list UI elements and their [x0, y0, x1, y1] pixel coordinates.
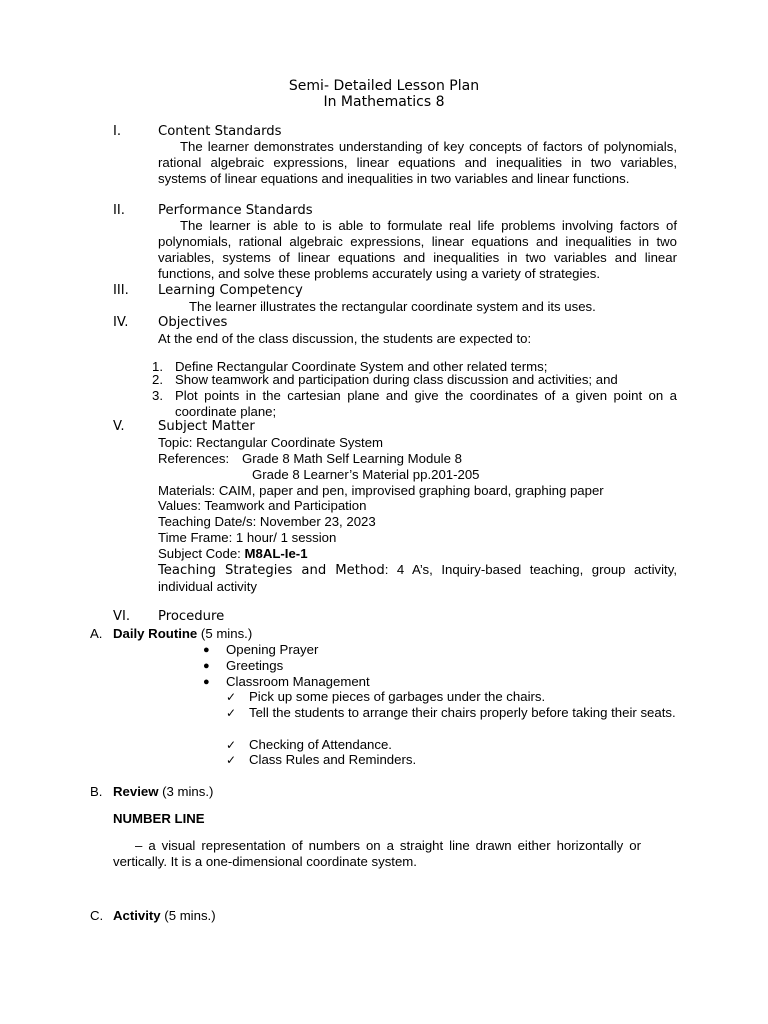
procedure-c-time: (5 mins.): [160, 908, 216, 923]
references-label: References:: [158, 451, 230, 466]
objective-number: 1.: [152, 359, 163, 374]
checkmark-icon: ✓: [226, 753, 237, 767]
routine-item: Opening Prayer: [226, 642, 319, 657]
reference-item: Grade 8 Math Self Learning Module 8: [242, 451, 462, 466]
section-2-numeral: II.: [113, 203, 125, 218]
checkmark-icon: ✓: [226, 706, 237, 720]
procedure-b-letter: B.: [90, 784, 103, 799]
document-subtitle: In Mathematics 8: [323, 94, 445, 110]
section-3-body: The learner illustrates the rectangular coordinate system and its uses.: [189, 299, 596, 314]
section-3-numeral: III.: [113, 283, 129, 298]
subject-code-label: Subject Code:: [158, 546, 245, 561]
document-title: Semi- Detailed Lesson Plan: [288, 78, 480, 94]
procedure-a-heading: [113, 626, 252, 642]
procedure-a-label: Daily Routine: [113, 626, 198, 641]
objective-item: Plot points in the cartesian plane and give the coordinates of a given point on a coordinate plane;: [175, 388, 677, 419]
checkmark-icon: ✓: [226, 690, 237, 704]
section-4-heading: Objectives: [158, 315, 228, 330]
procedure-a-letter: A.: [90, 626, 103, 641]
procedure-b-time: (3 mins.): [158, 784, 214, 799]
objectives-intro: At the end of the class discussion, the students are expected to:: [158, 331, 532, 346]
section-1-body: The learner demonstrates understanding of key concepts of factors of polynomials, rational algebraic expressions, linear equations and inequalities in two variables, systems of linear equations and inequalities in two variables and linear functions.: [158, 139, 677, 186]
procedure-b-heading: [113, 784, 213, 800]
review-definition: – a visual representation of numbers on a straight line drawn either horizontally or vertically. It is a one-dimensional coordinate system.: [113, 838, 641, 869]
section-3-heading: Learning Competency: [158, 283, 303, 298]
subject-topic: Topic: Rectangular Coordinate System: [158, 435, 384, 450]
section-2-heading: Performance Standards: [158, 203, 313, 218]
section-1-numeral: I.: [113, 124, 122, 139]
teaching-strategies-text: : 4 A’s, Inquiry-based teaching, group activity, individual activity: [158, 562, 677, 594]
time-frame: Time Frame: 1 hour/ 1 session: [158, 530, 337, 545]
teaching-date: Teaching Date/s: November 23, 2023: [158, 514, 376, 529]
procedure-c-label: Activity: [113, 908, 161, 923]
subject-code-value: M8AL-Ie-1: [244, 546, 308, 561]
management-item: Pick up some pieces of garbages under the chairs.: [249, 689, 546, 704]
objective-item: Show teamwork and participation during class discussion and activities; and: [175, 372, 618, 387]
routine-item: Greetings: [226, 658, 284, 673]
management-item: Checking of Attendance.: [249, 737, 392, 752]
objective-number: 3.: [152, 388, 163, 403]
procedure-b-label: Review: [113, 784, 159, 799]
objective-number: 2.: [152, 372, 163, 387]
section-4-numeral: IV.: [113, 315, 129, 330]
bullet-icon: ●: [203, 676, 210, 688]
section-2-body: The learner is able to is able to formulate real life problems involving factors of polynomials, rational algebraic expressions, linear equations and inequalities in two variables, systems of linear equations and inequalities in two variables and linear functions, and solve these problems accurately using a variety of strategies.: [158, 218, 677, 281]
subject-values: Values: Teamwork and Participation: [158, 498, 367, 513]
bullet-icon: ●: [203, 660, 210, 672]
section-6-heading: Procedure: [158, 609, 225, 624]
procedure-c-heading: [113, 908, 216, 924]
teaching-strategies-label: Teaching Strategies and Method: [158, 563, 385, 578]
section-5-heading: Subject Matter: [158, 419, 255, 434]
checkmark-icon: ✓: [226, 738, 237, 752]
management-item: Tell the students to arrange their chairs properly before taking their seats.: [249, 705, 676, 720]
subject-materials: Materials: CAIM, paper and pen, improvised graphing board, graphing paper: [158, 483, 604, 498]
subject-code: [158, 546, 308, 562]
procedure-c-letter: C.: [90, 908, 104, 923]
objective-item: Define Rectangular Coordinate System and other related terms;: [175, 359, 548, 374]
section-5-numeral: V.: [113, 419, 125, 434]
review-term: NUMBER LINE: [113, 811, 205, 826]
section-1-heading: Content Standards: [158, 124, 282, 139]
section-6-numeral: VI.: [113, 609, 131, 624]
teaching-strategies: [158, 562, 677, 595]
procedure-a-time: (5 mins.): [197, 626, 253, 641]
bullet-icon: ●: [203, 644, 210, 656]
reference-item: Grade 8 Learner’s Material pp.201-205: [252, 467, 480, 482]
routine-item: Classroom Management: [226, 674, 370, 689]
management-item: Class Rules and Reminders.: [249, 752, 417, 767]
